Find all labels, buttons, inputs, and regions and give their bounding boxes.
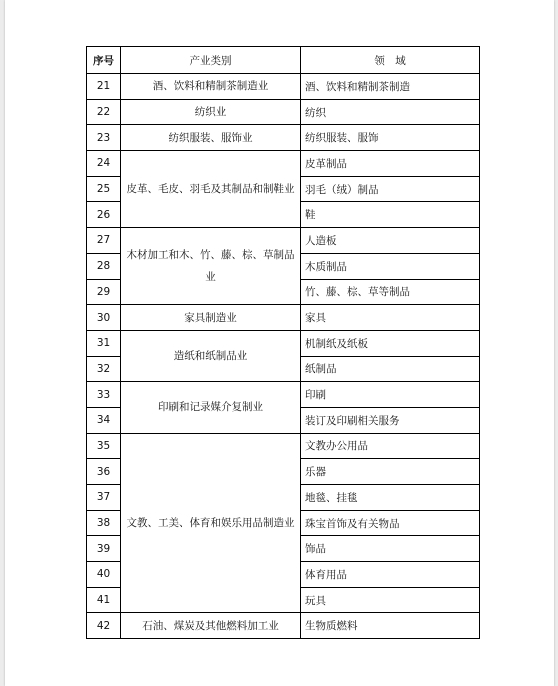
row-number: 22 [87,99,121,125]
document-page [5,0,554,686]
row-number: 38 [87,510,121,536]
field-domain: 体育用品 [301,562,480,588]
table-row [87,433,480,459]
row-number: 36 [87,459,121,485]
row-number: 28 [87,253,121,279]
table-row [87,613,480,639]
row-number: 39 [87,536,121,562]
row-number: 29 [87,279,121,305]
field-domain: 生物质燃料 [301,613,480,639]
field-domain: 地毯、挂毯 [301,485,480,511]
table-row [87,151,480,177]
field-domain: 文教办公用品 [301,433,480,459]
row-number: 42 [87,613,121,639]
industry-category: 木材加工和木、竹、藤、棕、草制品业 [121,228,301,305]
field-domain: 珠宝首饰及有关物品 [301,510,480,536]
field-domain: 家具 [301,305,480,331]
header-category: 产业类别 [121,47,301,74]
industry-category: 家具制造业 [121,305,301,331]
industry-category: 造纸和纸制品业 [121,330,301,381]
industry-category: 皮革、毛皮、羽毛及其制品和制鞋业 [121,151,301,228]
row-number: 27 [87,228,121,254]
field-domain: 机制纸及纸板 [301,330,480,356]
row-number: 35 [87,433,121,459]
row-number: 33 [87,382,121,408]
table-row [87,382,480,408]
row-number: 25 [87,176,121,202]
industry-table [86,46,480,639]
field-domain: 木质制品 [301,253,480,279]
table-row [87,305,480,331]
industry-category: 文教、工美、体育和娱乐用品制造业 [121,433,301,613]
table-header-row [87,47,480,74]
table-row [87,74,480,100]
row-number: 23 [87,125,121,151]
table-row [87,99,480,125]
field-domain: 羽毛（绒）制品 [301,176,480,202]
industry-category: 酒、饮料和精制茶制造业 [121,74,301,100]
industry-category: 纺织服装、服饰业 [121,125,301,151]
field-domain: 竹、藤、棕、草等制品 [301,279,480,305]
table-body [87,74,480,639]
row-number: 37 [87,485,121,511]
header-num: 序号 [87,47,121,74]
field-domain: 鞋 [301,202,480,228]
row-number: 32 [87,356,121,382]
field-domain: 乐器 [301,459,480,485]
row-number: 24 [87,151,121,177]
field-domain: 装订及印刷相关服务 [301,407,480,433]
table-row [87,125,480,151]
field-domain: 玩具 [301,587,480,613]
field-domain: 酒、饮料和精制茶制造 [301,74,480,100]
table-row [87,330,480,356]
field-domain: 纸制品 [301,356,480,382]
field-domain: 纺织 [301,99,480,125]
field-domain: 饰品 [301,536,480,562]
row-number: 41 [87,587,121,613]
field-domain: 纺织服装、服饰 [301,125,480,151]
row-number: 40 [87,562,121,588]
table-row [87,228,480,254]
industry-category: 石油、煤炭及其他燃料加工业 [121,613,301,639]
industry-category: 纺织业 [121,99,301,125]
row-number: 21 [87,74,121,100]
industry-category: 印刷和记录媒介复制业 [121,382,301,433]
row-number: 34 [87,407,121,433]
field-domain: 皮革制品 [301,151,480,177]
field-domain: 人造板 [301,228,480,254]
row-number: 30 [87,305,121,331]
field-domain: 印刷 [301,382,480,408]
header-domain: 领 域 [301,47,480,74]
row-number: 26 [87,202,121,228]
row-number: 31 [87,330,121,356]
